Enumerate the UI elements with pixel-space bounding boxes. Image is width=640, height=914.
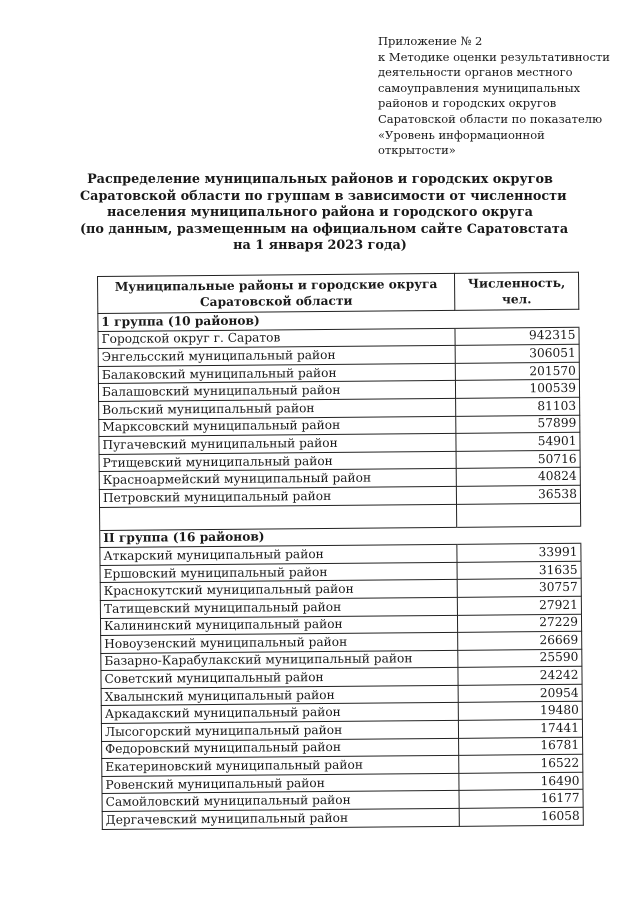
population-value: 942315 <box>455 327 579 346</box>
appendix-note <box>378 34 628 159</box>
district-name: Советский муниципальный район <box>101 668 458 689</box>
population-value: 31635 <box>457 561 581 580</box>
appendix-line: к Методике оценки результативности <box>378 49 610 64</box>
district-name: Марксовский муниципальный район <box>99 416 456 437</box>
population-value: 16058 <box>459 807 583 826</box>
district-name: Балашовский муниципальный район <box>98 381 455 402</box>
appendix-line: открытости» <box>378 143 456 158</box>
group-title: II группа (16 районов) <box>100 527 457 548</box>
appendix-line: Саратовской области по показателю <box>378 111 603 126</box>
district-name: Калининский муниципальный район <box>100 615 457 636</box>
population-value: 100539 <box>455 380 579 399</box>
appendix-line: деятельности органов местного <box>378 65 573 80</box>
district-name: Хвалынский муниципальный район <box>101 685 458 706</box>
table-body <box>98 309 583 829</box>
title-line: Распределение муниципальных районов и городских округов <box>87 172 553 187</box>
header-population-line: чел. <box>501 292 532 307</box>
population-value: 17441 <box>458 719 582 738</box>
population-value: 25590 <box>458 649 582 668</box>
title-line: Саратовской области по группам в зависимости от численности <box>80 188 567 204</box>
population-value: 306051 <box>455 344 579 363</box>
district-name: Дергачевский муниципальный район <box>102 808 459 829</box>
district-name: Ершовский муниципальный район <box>100 562 457 583</box>
header-districts-line: Саратовской области <box>199 293 353 310</box>
appendix-line: Приложение № 2 <box>378 34 483 48</box>
district-name: Федоровский муниципальный район <box>102 738 459 759</box>
district-name: Аркадакский муниципальный район <box>101 703 458 724</box>
appendix-line: районов и городских округов <box>378 96 557 111</box>
population-value: 57899 <box>456 415 580 434</box>
district-name: Базарно-Карабулакский муниципальный район <box>101 650 458 671</box>
district-name: Самойловский муниципальный район <box>102 791 459 812</box>
population-value: 36538 <box>456 485 580 504</box>
district-name: Краснокутский муниципальный район <box>100 580 457 601</box>
header-population <box>454 272 578 310</box>
districts-table <box>97 272 584 830</box>
header-districts <box>98 273 455 313</box>
table-row <box>102 807 583 829</box>
district-name: Лысогорский муниципальный район <box>101 720 458 741</box>
header-population-line: Численность, <box>467 275 566 291</box>
document-title <box>80 172 569 255</box>
header-districts-line: Муниципальные районы и городские округа <box>114 277 438 294</box>
district-name: Татищевский муниципальный район <box>100 597 457 618</box>
table-header-row <box>98 272 579 313</box>
population-value: 50716 <box>456 450 580 469</box>
group-title-empty-cell <box>455 309 579 328</box>
district-name: Пугачевский муниципальный район <box>99 434 456 455</box>
spacer-cell <box>457 503 581 527</box>
district-name: Энгельсский муниципальный район <box>98 346 455 367</box>
population-value: 20954 <box>458 684 582 703</box>
district-name: Екатериновский муниципальный район <box>102 756 459 777</box>
district-name: Красноармейский муниципальный район <box>99 469 456 490</box>
population-value: 16522 <box>459 755 583 774</box>
population-value: 26669 <box>458 631 582 650</box>
spacer-cell <box>100 504 457 530</box>
appendix-line: «Уровень информационной <box>378 127 545 142</box>
population-value: 19480 <box>458 702 582 721</box>
district-name: Вольский муниципальный район <box>99 398 456 419</box>
population-value: 201570 <box>455 362 579 381</box>
population-value: 54901 <box>456 432 580 451</box>
population-value: 27921 <box>457 596 581 615</box>
title-line: (по данным, размещенным на официальном сайте Саратовстата <box>80 221 569 237</box>
population-value: 24242 <box>458 667 582 686</box>
district-name: Балаковский муниципальный район <box>98 363 455 384</box>
group-title-empty-cell <box>457 526 581 545</box>
population-value: 16781 <box>459 737 583 756</box>
district-name: Аткарский муниципальный район <box>100 544 457 565</box>
population-value: 16177 <box>459 790 583 809</box>
district-name: Ртищевский муниципальный район <box>99 451 456 472</box>
population-value: 16490 <box>459 772 583 791</box>
district-name: Новоузенский муниципальный район <box>101 632 458 653</box>
district-name: Городской округ г. Саратов <box>98 328 455 349</box>
appendix-line: самоуправления муниципальных <box>378 80 581 95</box>
title-line: населения муниципального района и городского округа <box>107 205 533 221</box>
group-title: 1 группа (10 районов) <box>98 310 455 331</box>
district-name: Петровский муниципальный район <box>99 486 456 507</box>
title-line: на 1 января 2023 года) <box>233 238 407 254</box>
population-value: 30757 <box>457 579 581 598</box>
district-name: Ровенский муниципальный район <box>102 773 459 794</box>
population-value: 33991 <box>457 543 581 562</box>
population-value: 27229 <box>457 614 581 633</box>
population-value: 40824 <box>456 468 580 487</box>
population-value: 81103 <box>456 397 580 416</box>
